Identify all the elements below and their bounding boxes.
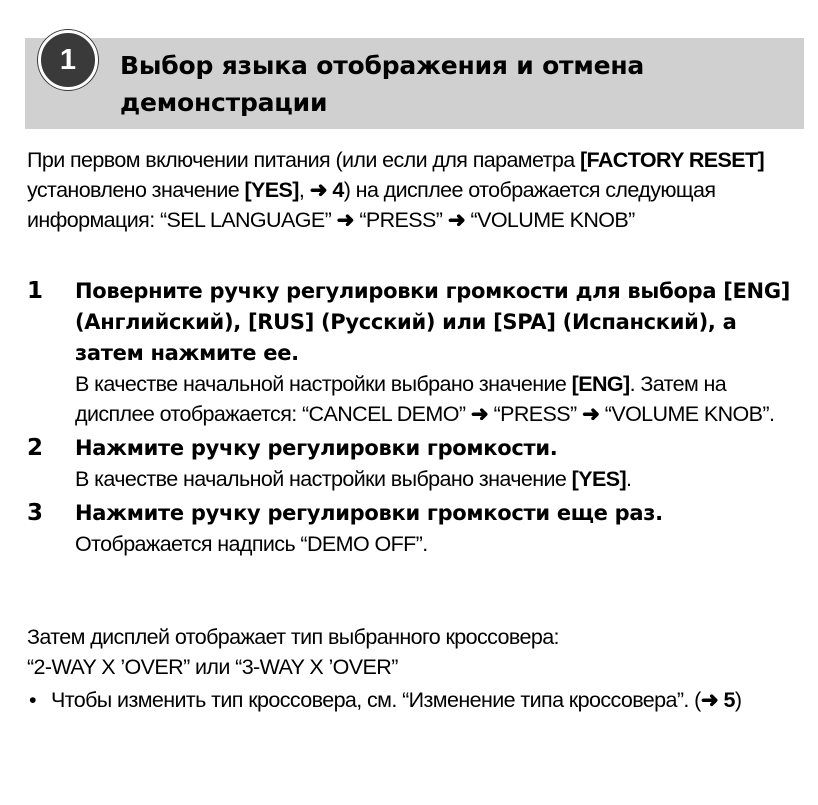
- intro-text: “PRESS”: [353, 208, 448, 232]
- step-body: [75, 529, 802, 559]
- arrow-right-icon: ➜: [470, 402, 489, 426]
- step-item: [27, 276, 802, 429]
- step-number: 2: [27, 435, 44, 461]
- intro-text: ,: [298, 178, 310, 202]
- page-ref: 5: [723, 688, 735, 712]
- bullet-text-part: Чтобы изменить тип кроссовера, см. “Изменение типа кроссовера”. (: [51, 688, 701, 712]
- section-number-badge: 1: [38, 30, 98, 90]
- step-body: [75, 464, 802, 494]
- section-title: Выбор языка отображения и отмена демонстрации: [120, 51, 645, 117]
- bullet-text: [27, 685, 802, 715]
- intro-text: “VOLUME KNOB”: [465, 208, 635, 232]
- arrow-right-icon: ➜: [336, 208, 354, 232]
- intro-paragraph: [27, 145, 802, 235]
- step-body-text: В качестве начальной настройки выбрано значение: [75, 372, 572, 396]
- factory-reset-label: [FACTORY RESET]: [579, 148, 765, 172]
- step-number: 3: [27, 500, 44, 526]
- yes-value: [YES]: [571, 467, 627, 491]
- step-heading: Поверните ручку регулировки громкости для выбора [ENG] (Английский), [RUS] (Русский) или [SPA] (Испанский), а затем нажмите ее.: [75, 279, 791, 365]
- eng-value: [ENG]: [571, 372, 630, 396]
- step-body-text: .: [626, 467, 632, 491]
- crossover-info: [27, 622, 802, 682]
- yes-value: [YES]: [244, 178, 299, 202]
- intro-text: установлено значение: [27, 178, 245, 202]
- step-body-text: “PRESS”: [488, 402, 582, 426]
- step-heading: Нажмите ручку регулировки громкости еще раз.: [75, 501, 663, 525]
- step-body-text: “VOLUME KNOB”.: [599, 402, 775, 426]
- step-number: 1: [27, 278, 44, 304]
- arrow-right-icon: ➜: [581, 402, 600, 426]
- step-body-text: В качестве начальной настройки выбрано значение: [75, 467, 572, 491]
- step-item: [27, 498, 802, 559]
- intro-text: При первом включении питания (или если для параметра: [27, 148, 580, 172]
- arrow-right-icon: ➜: [309, 178, 327, 202]
- step-body-text: Отображается надпись “DEMO OFF”.: [75, 532, 428, 556]
- bullet-text-part: ): [734, 688, 742, 712]
- page-ref: 4: [332, 178, 344, 202]
- step-item: [27, 433, 802, 494]
- step-heading: Нажмите ручку регулировки громкости.: [75, 436, 558, 460]
- crossover-info-line: Затем дисплей отображает тип выбранного кроссовера:: [27, 625, 559, 649]
- arrow-right-icon: ➜: [447, 208, 466, 232]
- step-body-text: . Затем на дисплее отображается: “CANCEL DEMO”: [75, 372, 727, 426]
- bullet-icon: •: [29, 688, 36, 712]
- steps-list: [27, 276, 802, 563]
- intro-text: ) на дисплее отображается следующая информация: “SEL LANGUAGE”: [27, 178, 716, 232]
- step-body: [75, 369, 802, 429]
- bullet-item: [27, 685, 802, 715]
- arrow-right-icon: ➜: [700, 688, 719, 712]
- crossover-info-line: “2-WAY X ’OVER” или “3-WAY X ’OVER”: [27, 655, 398, 679]
